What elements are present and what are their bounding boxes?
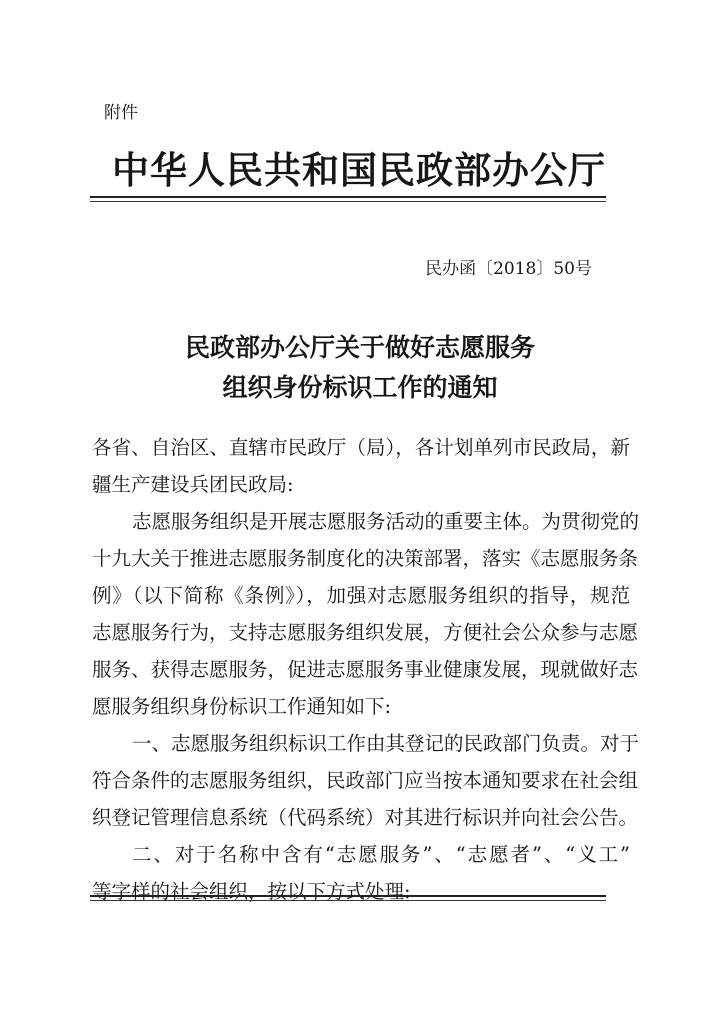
body-line: 例》（以下简称《条例》），加强对志愿服务组织的指导，规范 [92,584,630,607]
body-line: 织登记管理信息系统（代码系统）对其进行标识并向社会公告。 [92,806,639,829]
document-title-line-1: 民政部办公厅关于做好志愿服务 [184,333,535,362]
body-line: 志愿服务行为，支持志愿服务组织发展，方便社会公众参与志愿 [92,621,639,644]
document-number: 民办函〔2018〕50号 [425,259,592,279]
attachment-label: 附件 [104,103,138,123]
issuer-header: 中华人民共和国民政部办公厅 [112,149,606,192]
body-line: 服务、获得志愿服务，促进志愿服务事业健康发展，现就做好志 [92,658,639,681]
body-line: 愿服务组织身份标识工作通知如下: [92,695,392,718]
body-line: 符合条件的志愿服务组织，民政部门应当按本通知要求在社会组 [92,769,639,792]
body-line: 二、对于名称中含有“志愿服务”、“志愿者”、“义工” [132,843,630,866]
body-line: 各省、自治区、直辖市民政厅（局），各计划单列市民政局，新 [92,436,630,459]
body-line: 等字样的社会组织，按以下方式处理: [92,880,411,903]
document-title-line-2: 组织身份标识工作的通知 [222,373,498,402]
body-line: 疆生产建设兵团民政局: [92,473,294,496]
header-divider [90,196,606,202]
body-line: 志愿服务组织是开展志愿服务活动的重要主体。为贯彻党的 [132,510,640,533]
footer-divider [90,895,606,901]
body-line: 一、志愿服务组织标识工作由其登记的民政部门负责。对于 [132,732,640,755]
body-line: 十九大关于推进志愿服务制度化的决策部署，落实《志愿服务条 [92,547,639,570]
